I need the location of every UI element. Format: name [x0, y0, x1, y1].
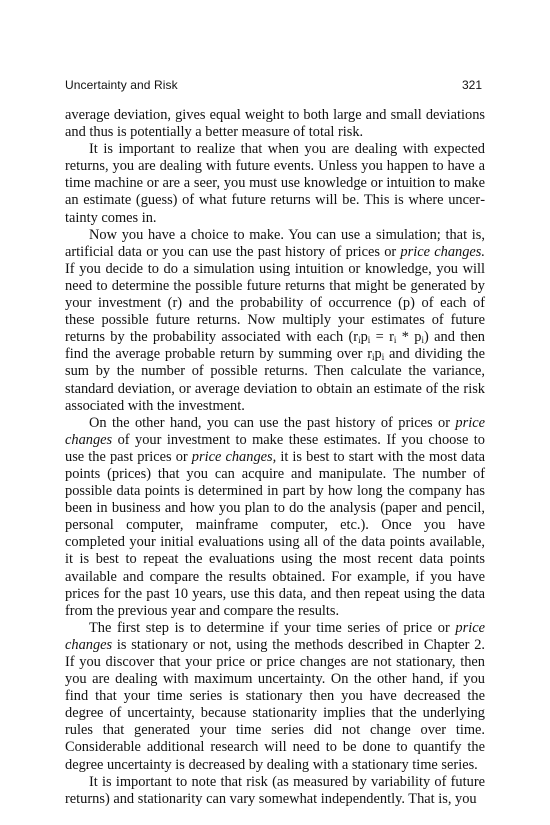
paragraph — [65, 141, 485, 226]
text-run: It is important to realize that when you are dealing with expected returns, you are dealing with future events. Unless you happen to have a time machine or are a seer, you must use knowledge or intuition to make an estimate (guess) of what future returns will be. This is where uncertainty comes in. — [65, 141, 485, 226]
text-run: of your investment to make these estimates. If you choose to use the past prices or — [65, 431, 485, 465]
subscript: i — [372, 352, 375, 363]
subscript: i — [367, 335, 371, 346]
text-run: It is important to note that risk (as measured by variability of future returns) and stationarity can vary somewhat independently. That is, you — [65, 773, 485, 807]
text-run: On the other hand, you can use the past history of prices or — [89, 414, 456, 431]
text-run: average deviation, gives equal weight to both large and small deviations and thus is potentially a better measure of total risk. — [65, 107, 485, 141]
paragraph — [65, 107, 485, 141]
paragraph — [65, 227, 485, 415]
italic-term: price changes — [65, 414, 485, 448]
paragraph — [65, 774, 485, 808]
body-text — [65, 107, 485, 808]
paragraph — [65, 620, 485, 774]
text-run: The first step is to determine if your time series of price or — [89, 619, 456, 636]
text-run: and dividing the sum by the number of possible returns. Then calculate the variance, standard deviation, or average deviation to obtain an estimate of the risk associated with the investment. — [65, 346, 485, 414]
text-run: p — [374, 346, 382, 363]
italic-term: price changes, — [191, 448, 277, 465]
subscript: i — [358, 335, 361, 346]
page-number: 321 — [461, 78, 482, 92]
text-run: is stationary or not, using the methods described in Chapter 2. If you discover that your price or price changes are not stationary, then you are dealing with maximum uncertainty. On the other hand, if you find that your time series is stationary then you have decreased the degree of uncertainty, because stationarity implies that the underlying rules that generated your time series did not change over time. Considerable additional research will need to be done to quantify the degree uncertainty is decreased by dealing with a stationary time series. — [65, 636, 485, 773]
italic-term: price changes — [65, 619, 485, 653]
subscript: i — [393, 335, 397, 346]
italic-term: price changes. — [400, 243, 485, 260]
subscript: i — [381, 352, 385, 363]
text-run: = r — [370, 329, 394, 346]
text-run: * p — [396, 329, 422, 346]
paragraph — [65, 415, 485, 620]
running-head-title: Uncertainty and Risk — [65, 78, 178, 92]
text-run: Now you have a choice to make. You can use a simulation; that is, artificial data or you can use the past history of prices or — [65, 226, 485, 260]
text-run: If you decide to do a simulation using intuition or knowledge, you will need to determine the possible future returns that might be generated by your investment (r) and the probability of occurrence (p) of each of these possible future returns. Now multiply your estimates of future returns by the probability associated with each (r — [65, 260, 485, 346]
subscript: i — [421, 335, 424, 346]
text-run: p — [360, 329, 368, 346]
text-run: ) and then find the average probable return by summing over r — [65, 329, 485, 363]
text-run: it is best to start with the most data points (prices) that you can acquire and manipulate. The number of possible data points is determined in part by how long the company has been in business and how you plan to do the analysis (paper and pencil, personal computer, mainframe computer, etc.). Once you have completed your initial evaluations using all of the data points available, it is best to repeat the evaluations using the most recent data points available and compare the results obtained. For example, if you have prices for the past 10 years, use this data, and then repeat using the data from the previous year and compare the results. — [65, 448, 486, 619]
